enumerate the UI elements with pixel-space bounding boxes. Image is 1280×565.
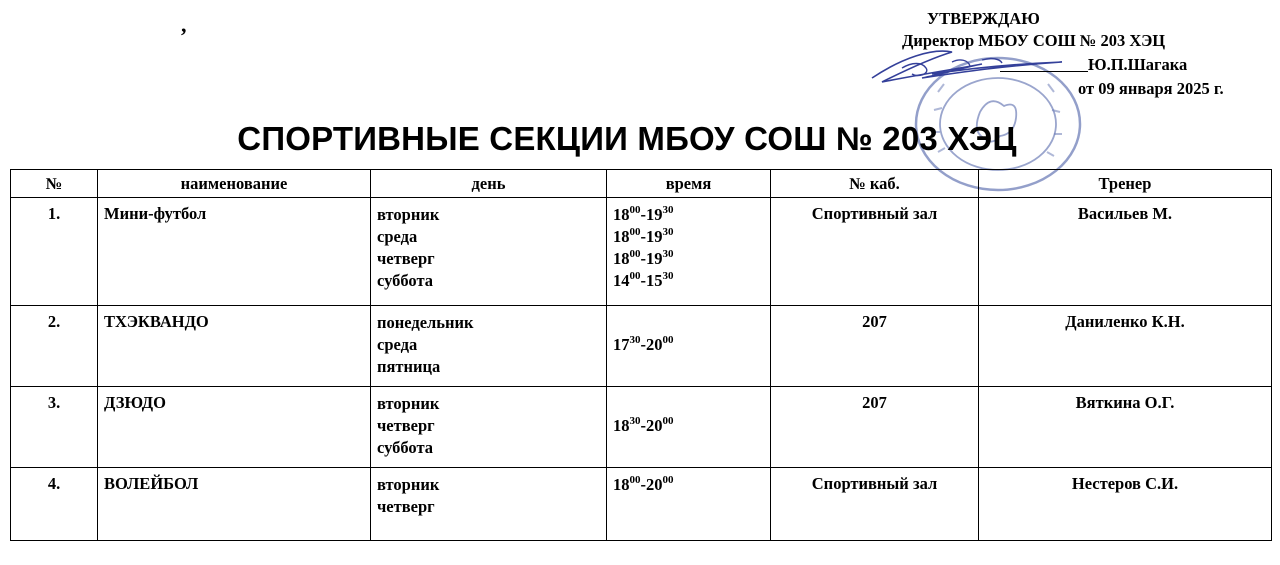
time-item: $18^{00}-19^{30}$ (613, 226, 674, 246)
col-header-room: № каб. (771, 170, 979, 198)
day-item: понедельник (377, 313, 474, 332)
time-item: $18^{30}-20^{00}$ (613, 415, 674, 435)
director-position: Директор МБОУ СОШ № 203 ХЭЦ (902, 31, 1166, 50)
time-item: $17^{30}-20^{00}$ (613, 334, 674, 354)
table-row (11, 468, 1272, 541)
stray-comma: , (181, 12, 187, 37)
day-item: среда (377, 335, 418, 354)
section-days (371, 198, 607, 306)
day-item: вторник (377, 475, 440, 494)
day-item: четверг (377, 497, 435, 516)
col-header-coach: Тренер (979, 170, 1272, 198)
page-title: СПОРТИВНЫЕ СЕКЦИИ МБОУ СОШ № 203 ХЭЦ (237, 120, 1017, 157)
director-name: Ю.П.Шагака (1088, 55, 1188, 74)
row-number: 1. (11, 198, 98, 306)
col-header-time: время (607, 170, 771, 198)
section-days (371, 306, 607, 387)
sections-table (10, 169, 1272, 541)
time-item: $14^{00}-15^{30}$ (613, 270, 674, 290)
room: Спортивный зал (771, 198, 979, 306)
section-name: ВОЛЕЙБОЛ (98, 468, 371, 541)
coach: Даниленко К.Н. (979, 306, 1272, 387)
day-item: четверг (377, 416, 435, 435)
section-times (607, 198, 771, 306)
section-times (607, 387, 771, 468)
section-times (607, 468, 771, 541)
approval-date: от 09 января 2025 г. (1078, 79, 1224, 98)
room: 207 (771, 387, 979, 468)
signature-line (1000, 71, 1088, 72)
day-item: суббота (377, 438, 434, 457)
col-header-name: наименование (98, 170, 371, 198)
room: Спортивный зал (771, 468, 979, 541)
table-row (11, 387, 1272, 468)
col-header-day: день (371, 170, 607, 198)
day-item: вторник (377, 394, 440, 413)
col-header-num: № (11, 170, 98, 198)
section-name: Мини-футбол (98, 198, 371, 306)
row-number: 3. (11, 387, 98, 468)
row-number: 2. (11, 306, 98, 387)
day-item: среда (377, 227, 418, 246)
day-item: четверг (377, 249, 435, 268)
section-name: ТХЭКВАНДО (98, 306, 371, 387)
coach: Нестеров С.И. (979, 468, 1272, 541)
coach: Васильев М. (979, 198, 1272, 306)
day-item: пятница (377, 357, 441, 376)
section-times (607, 306, 771, 387)
approve-heading: УТВЕРЖДАЮ (927, 9, 1040, 28)
section-days (371, 387, 607, 468)
section-name: ДЗЮДО (98, 387, 371, 468)
table-row (11, 306, 1272, 387)
row-number: 4. (11, 468, 98, 541)
day-item: вторник (377, 205, 440, 224)
time-item: $18^{00}-20^{00}$ (613, 474, 674, 494)
table-row (11, 198, 1272, 306)
time-item: $18^{00}-19^{30}$ (613, 248, 674, 268)
room: 207 (771, 306, 979, 387)
day-item: суббота (377, 271, 434, 290)
section-days (371, 468, 607, 541)
time-item: $18^{00}-19^{30}$ (613, 204, 674, 224)
coach: Вяткина О.Г. (979, 387, 1272, 468)
table-header-row (11, 170, 1272, 198)
